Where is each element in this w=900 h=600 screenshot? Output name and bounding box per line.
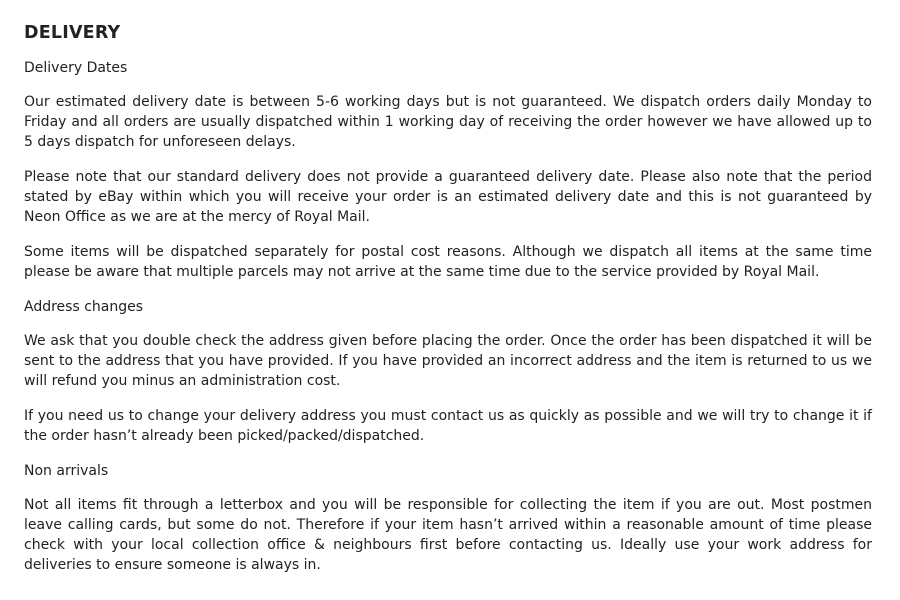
section-heading-delivery-dates: Delivery Dates [24, 60, 128, 76]
delivery-policy [24, 18, 872, 590]
page-title: DELIVERY [24, 23, 121, 43]
paragraph-change-address: If you need us to change your delivery address you must contact us as quickly as possible and we will try to change it if the order hasn’t already been picked/packed/dispatched. [24, 408, 872, 444]
section-heading-address-changes: Address changes [24, 299, 144, 315]
section-heading-non-arrivals: Non arrivals [24, 463, 109, 479]
paragraph-estimated-delivery: Our estimated delivery date is between 5-6 working days but is not guaranteed. We dispatch orders daily Monday to Friday and all orders are usually dispatched within 1 working day of receiving the order however we have allowed up to 5 days dispatch for unforeseen delays. [24, 94, 872, 150]
paragraph-address-check: We ask that you double check the address given before placing the order. Once the order has been dispatched it will be sent to the address that you have provided. If you have provided an incorrect address and the item is returned to us we will refund you minus an administration cost. [24, 333, 872, 389]
paragraph-guarantee-note: Please note that our standard delivery does not provide a guaranteed delivery date. Please also note that the period stated by eBay within which you will receive your order is an estimated delivery date and this is not guaranteed by Neon Office as we are at the mercy of Royal Mail. [24, 169, 872, 225]
paragraph-separate-dispatch: Some items will be dispatched separately for postal cost reasons. Although we dispatch all items at the same time please be aware that multiple parcels may not arrive at the same time due to the service provided by Royal Mail. [24, 244, 872, 280]
paragraph-letterbox: Not all items fit through a letterbox and you will be responsible for collecting the item if you are out. Most postmen leave calling cards, but some do not. Therefore if your item hasn’t arrived within a reasonable amount of time please check with your local collection office & neighbours first before contacting us. Ideally use your work address for deliveries to ensure someone is always in. [24, 497, 872, 573]
